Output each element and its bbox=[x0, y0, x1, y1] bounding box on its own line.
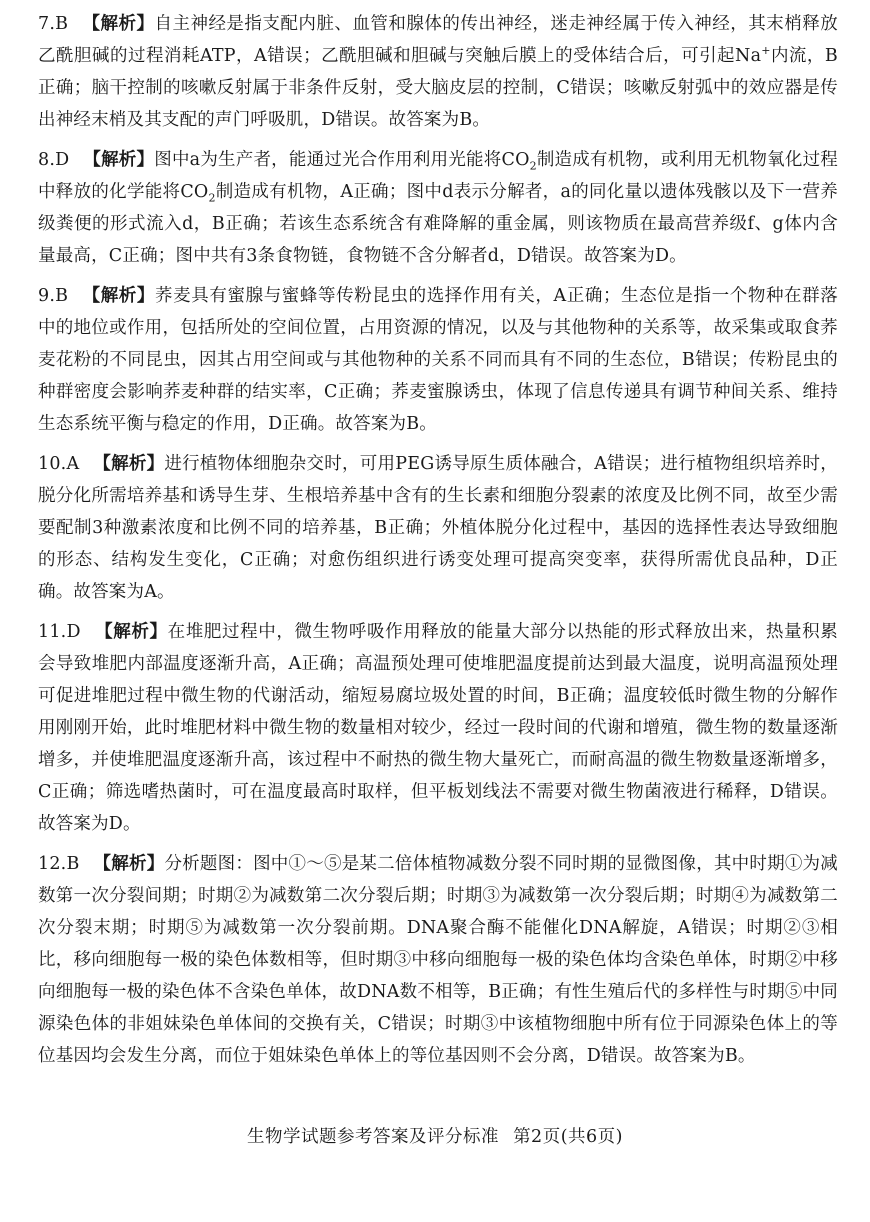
answer-letter: D bbox=[66, 622, 81, 642]
subscript: 2 bbox=[208, 191, 216, 205]
answer-item bbox=[38, 144, 838, 272]
analysis-label: 【解析】 bbox=[82, 14, 155, 34]
explanation-text: 内流，B正确；脑干控制的咳嗽反射属于非条件反射，受大脑皮层的控制，C错误；咳嗽反射弧中的效应器是传出神经末梢及其支配的声门呼吸肌，D错误。故答案为B。 bbox=[38, 46, 838, 130]
answer-letter: B bbox=[66, 854, 80, 874]
answer-document bbox=[38, 8, 838, 1080]
explanation-text: 自主神经是指支配内脏、血管和腺体的传出神经，迷走神经属于传入神经，其末梢释放乙酰胆碱的过程消耗ATP，A错误；乙酰胆碱和胆碱与突触后膜上的受体结合后，可引起Na bbox=[38, 14, 838, 66]
question-number: 8. bbox=[38, 150, 56, 170]
answer-item bbox=[38, 848, 838, 1072]
explanation-text: 制造成有机物，A正确；图中d表示分解者，a的同化量以遗体残骸以及下一营养级粪便的形式流入d，B正确；若该生态系统含有难降解的重金属，则该物质在最高营养级f、g体内含量最高，C正确；图中共有3条食物链，食物链不含分解者d，D错误。故答案为D。 bbox=[38, 182, 838, 266]
answer-item bbox=[38, 8, 838, 136]
question-number: 11. bbox=[38, 622, 67, 642]
analysis-label: 【解析】 bbox=[82, 286, 156, 306]
footer-title: 生物学试题参考答案及评分标准 bbox=[246, 1127, 499, 1147]
question-number: 9. bbox=[38, 286, 56, 306]
explanation-text: 荞麦具有蜜腺与蜜蜂等传粉昆虫的选择作用有关，A正确；生态位是指一个物种在群落中的地位或作用，包括所处的空间位置，占用资源的情况，以及与其他物种的关系等，故采集或取食荞麦花粉的不同昆虫，因其占用空间或与其他物种的关系不同而具有不同的生态位，B错误；传粉昆虫的种群密度会影响荞麦种群的结实率，C正确；荞麦蜜腺诱虫，体现了信息传递具有调节种间关系、维持生态系统平衡与稳定的作用，D正确。故答案为B。 bbox=[38, 286, 838, 434]
subscript: 2 bbox=[529, 159, 537, 173]
answer-item bbox=[38, 448, 838, 608]
analysis-label: 【解析】 bbox=[83, 150, 155, 170]
explanation-text: 图中a为生产者，能通过光合作用利用光能将CO bbox=[154, 150, 530, 170]
explanation-text: 进行植物体细胞杂交时，可用PEG诱导原生质体融合，A错误；进行植物组织培养时，脱分化所需培养基和诱导生芽、生根培养基中含有的生长素和细胞分裂素的浓度及比例不同，故至少需要配制3种激素浓度和比例不同的培养基，B正确；外植体脱分化过程中，基因的选择性表达导致细胞的形态、结构发生变化，C正确；对愈伤组织进行诱变处理可提高突变率，获得所需优良品种，D正确。故答案为A。 bbox=[38, 454, 838, 602]
answer-item bbox=[38, 616, 838, 840]
answer-letter: D bbox=[55, 150, 70, 170]
superscript: + bbox=[761, 44, 771, 58]
answer-letter: A bbox=[66, 454, 80, 474]
analysis-label: 【解析】 bbox=[93, 854, 165, 874]
page-footer bbox=[0, 1123, 870, 1148]
question-number: 12. bbox=[38, 854, 67, 874]
explanation-text: 分析题图：图中①～⑤是某二倍体植物减数分裂不同时期的显微图像，其中时期①为减数第一次分裂间期；时期②为减数第二次分裂后期；时期③为减数第一次分裂后期；时期④为减数第二次分裂末期；时期⑤为减数第一次分裂前期。DNA聚合酶不能催化DNA解旋，A错误；时期②③相比，移向细胞每一极的染色体数相等，但时期③中移向细胞每一极的染色体均含染色单体，时期②中移向细胞每一极的染色体不含染色单体，故DNA数不相等，B正确；有性生殖后代的多样性与时期⑤中同源染色体的非姐妹染色单体间的交换有关，C错误；时期③中该植物细胞中所有位于同源染色体上的等位基因均会发生分离，而位于姐妹染色单体上的等位基因则不会分离，D错误。故答案为B。 bbox=[38, 854, 838, 1066]
analysis-label: 【解析】 bbox=[93, 454, 165, 474]
question-number: 7. bbox=[38, 14, 56, 34]
question-number: 10. bbox=[38, 454, 67, 474]
explanation-text: 在堆肥过程中，微生物呼吸作用释放的能量大部分以热能的形式释放出来，热量积累会导致堆肥内部温度逐渐升高，A正确；高温预处理可使堆肥温度提前达到最大温度，说明高温预处理可促进堆肥过程中微生物的代谢活动，缩短易腐垃圾处置的时间，B正确；温度较低时微生物的分解作用刚刚开始，此时堆肥材料中微生物的数量相对较少，经过一段时间的代谢和增殖，微生物的数量逐渐增多，并使堆肥温度逐渐升高，该过程中不耐热的微生物大量死亡，而耐高温的微生物数量逐渐增多，C正确；筛选嗜热菌时，可在温度最高时取样，但平板划线法不需要对微生物菌液进行稀释，D错误。故答案为D。 bbox=[38, 622, 838, 834]
footer-page-number: 第2页(共6页) bbox=[513, 1127, 623, 1147]
answer-letter: B bbox=[55, 286, 69, 306]
answer-item bbox=[38, 280, 838, 440]
answer-letter: B bbox=[55, 14, 69, 34]
analysis-label: 【解析】 bbox=[94, 622, 168, 642]
explanation-text: 制造成有机物，或利用无机物氧化过程中释放的化学能将CO bbox=[38, 150, 838, 202]
